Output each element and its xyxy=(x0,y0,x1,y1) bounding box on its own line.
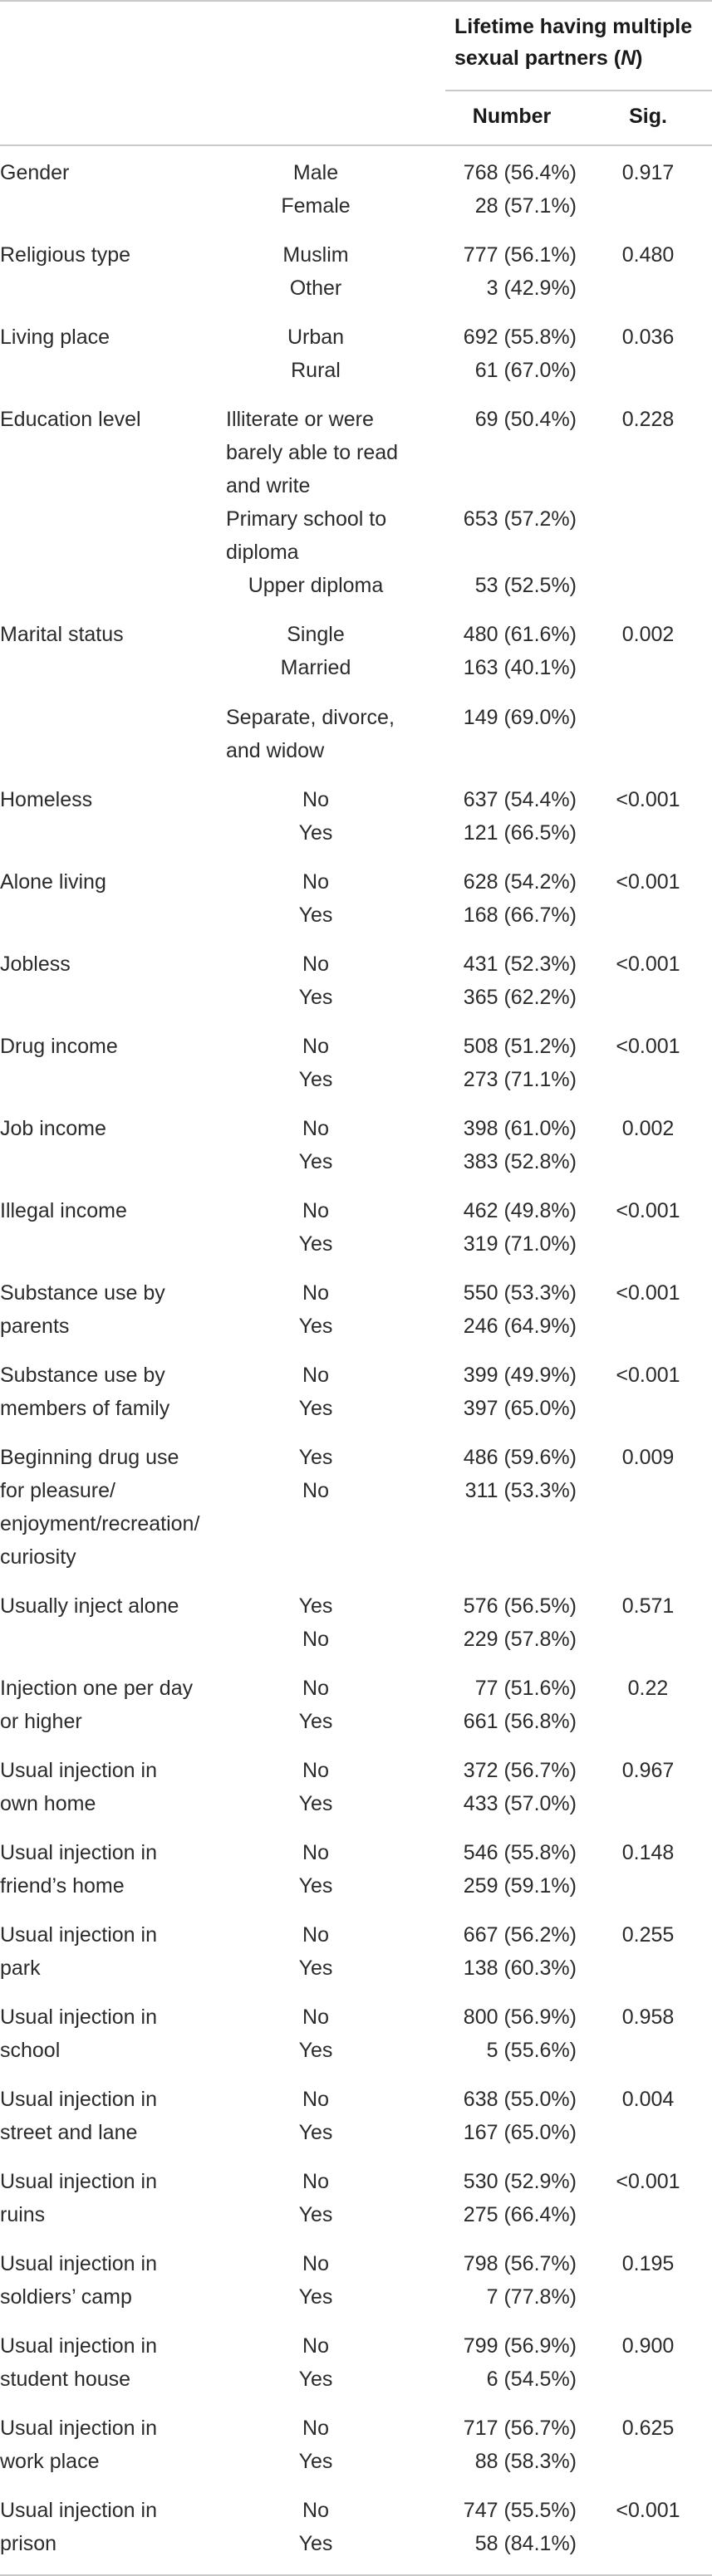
row-group-value: 383 (52.8%) xyxy=(463,1150,577,1173)
row-group-value: 399 (49.9%) xyxy=(463,1364,577,1387)
row-group-value: 717 (56.7%) xyxy=(463,2417,577,2440)
row-sig-value: <0.001 xyxy=(616,2499,680,2522)
row-group-value: 692 (55.8%) xyxy=(463,326,577,349)
row-group-label: Yes xyxy=(298,2450,333,2473)
row-group-value: 88 (58.3%) xyxy=(474,2450,577,2473)
row-group-value: 397 (65.0%) xyxy=(463,1397,577,1420)
row-group-label: Primary school to xyxy=(226,507,387,531)
row-variable-label: school xyxy=(0,2039,61,2062)
row-sig-value: 0.195 xyxy=(621,2252,675,2275)
row-sig-value: 0.148 xyxy=(621,1841,675,1864)
row-group-label: Yes xyxy=(298,2121,333,2144)
row-group-label: No xyxy=(302,870,329,894)
row-variable-label: Usual injection in xyxy=(0,2252,157,2275)
row-sig-value: 0.571 xyxy=(621,1594,675,1618)
row-variable-label: friend’s home xyxy=(0,1874,125,1898)
row-sig-value: 0.036 xyxy=(621,326,675,349)
row-group-value: 480 (61.6%) xyxy=(463,623,577,646)
row-sig-value: 0.967 xyxy=(621,1759,675,1782)
row-sig-value: 0.004 xyxy=(621,2088,675,2111)
row-group-label: No xyxy=(302,1199,329,1222)
row-group-value: 69 (50.4%) xyxy=(474,408,577,431)
row-group-label: Yes xyxy=(298,2285,333,2309)
row-group-label: Upper diploma xyxy=(248,574,384,597)
row-sig-value: <0.001 xyxy=(616,870,680,894)
row-group-value: 365 (62.2%) xyxy=(463,986,577,1009)
row-group-value: 7 (77.8%) xyxy=(486,2285,577,2309)
row-group-value: 121 (66.5%) xyxy=(463,821,577,845)
row-variable-label: members of family xyxy=(0,1397,170,1420)
row-group-value: 77 (51.6%) xyxy=(474,1677,577,1700)
row-variable-label: street and lane xyxy=(0,2121,138,2144)
row-group-value: 546 (55.8%) xyxy=(463,1841,577,1864)
row-group-label: No xyxy=(302,1364,329,1387)
row-group-label: Urban xyxy=(287,326,345,349)
row-group-label: Yes xyxy=(298,1874,333,1898)
row-group-label: Yes xyxy=(298,2368,333,2391)
column-header-number: Number xyxy=(472,105,552,128)
row-group-label: Male xyxy=(292,161,339,184)
row-sig-value: 0.958 xyxy=(621,2005,675,2029)
row-sig-value: 0.900 xyxy=(621,2334,675,2358)
row-group-value: 246 (64.9%) xyxy=(463,1315,577,1338)
row-sig-value: <0.001 xyxy=(616,1199,680,1222)
row-group-value: 3 (42.9%) xyxy=(486,277,577,300)
row-group-value: 138 (60.3%) xyxy=(463,1956,577,1980)
row-group-label: No xyxy=(302,953,329,976)
row-group-label: No xyxy=(302,2417,329,2440)
row-group-label: No xyxy=(302,1841,329,1864)
row-variable-label: for pleasure/ xyxy=(0,1479,115,1502)
row-group-label: Yes xyxy=(298,2532,333,2555)
row-group-label: No xyxy=(302,2005,329,2029)
row-variable-label: Gender xyxy=(0,161,70,184)
row-variable-label: Usually inject alone xyxy=(0,1594,179,1618)
row-sig-value: 0.009 xyxy=(621,1446,675,1469)
row-variable-label: Usual injection in xyxy=(0,2170,157,2193)
row-variable-label: Usual injection in xyxy=(0,2088,157,2111)
row-variable-label: Jobless xyxy=(0,953,71,976)
row-group-value: 508 (51.2%) xyxy=(463,1035,577,1058)
row-group-value: 431 (52.3%) xyxy=(463,953,577,976)
row-group-label: Yes xyxy=(298,1446,333,1469)
row-group-label: Yes xyxy=(298,1232,333,1256)
row-group-value: 167 (65.0%) xyxy=(463,2121,577,2144)
row-variable-label: Usual injection in xyxy=(0,1759,157,1782)
row-group-label: No xyxy=(302,1759,329,1782)
row-group-value: 6 (54.5%) xyxy=(486,2368,577,2391)
row-group-label: Illiterate or were xyxy=(226,408,374,431)
row-sig-value: 0.228 xyxy=(621,408,675,431)
row-group-label: Yes xyxy=(298,1710,333,1733)
row-variable-label: soldiers’ camp xyxy=(0,2285,132,2309)
row-group-label: Muslim xyxy=(282,243,349,267)
row-group-label: Yes xyxy=(298,1150,333,1173)
column-header-sig: Sig. xyxy=(629,105,667,128)
row-group-value: 653 (57.2%) xyxy=(463,507,577,531)
column-group-title-line1: Lifetime having multiple xyxy=(454,15,693,38)
row-sig-value: 0.917 xyxy=(621,161,675,184)
row-variable-label: park xyxy=(0,1956,41,1980)
table-top-rule xyxy=(0,0,712,2)
row-group-label: No xyxy=(302,1677,329,1700)
row-group-value: 768 (56.4%) xyxy=(463,161,577,184)
row-group-label: Yes xyxy=(298,821,333,845)
row-group-value: 319 (71.0%) xyxy=(463,1232,577,1256)
row-group-value: 800 (56.9%) xyxy=(463,2005,577,2029)
row-variable-label: ruins xyxy=(0,2203,46,2226)
row-sig-value: <0.001 xyxy=(616,1281,680,1305)
row-group-value: 28 (57.1%) xyxy=(474,194,577,218)
row-group-label: Other xyxy=(289,277,342,300)
column-group-title xyxy=(454,10,692,43)
row-variable-label: Alone living xyxy=(0,870,106,894)
row-group-label: No xyxy=(302,1117,329,1140)
row-group-label: No xyxy=(302,1628,329,1651)
row-group-value: 168 (66.7%) xyxy=(463,904,577,927)
row-variable-label: Substance use by xyxy=(0,1281,165,1305)
row-variable-label: Religious type xyxy=(0,243,131,267)
row-sig-value: <0.001 xyxy=(616,788,680,811)
row-variable-label: enjoyment/recreation/ xyxy=(0,1512,200,1535)
row-group-value: 273 (71.1%) xyxy=(463,1068,577,1091)
row-group-label: No xyxy=(302,1281,329,1305)
row-group-label: No xyxy=(302,2088,329,2111)
row-sig-value: 0.002 xyxy=(621,1117,675,1140)
row-group-value: 275 (66.4%) xyxy=(463,2203,577,2226)
row-sig-value: <0.001 xyxy=(616,1035,680,1058)
row-variable-label: Usual injection in xyxy=(0,2334,157,2358)
row-variable-label: own home xyxy=(0,1792,96,1815)
row-group-value: 149 (69.0%) xyxy=(463,706,577,729)
row-sig-value: <0.001 xyxy=(616,2170,680,2193)
row-group-label: Female xyxy=(281,194,351,218)
row-group-value: 5 (55.6%) xyxy=(486,2039,577,2062)
row-group-value: 372 (56.7%) xyxy=(463,1759,577,1782)
row-group-value: 398 (61.0%) xyxy=(463,1117,577,1140)
row-group-label: No xyxy=(302,788,329,811)
row-group-label: No xyxy=(302,1923,329,1947)
row-group-value: 667 (56.2%) xyxy=(463,1923,577,1947)
row-variable-label: work place xyxy=(0,2450,100,2473)
row-group-label: No xyxy=(302,2499,329,2522)
row-group-label: Yes xyxy=(298,1594,333,1618)
row-sig-value: 0.625 xyxy=(621,2417,675,2440)
row-sig-value: <0.001 xyxy=(616,953,680,976)
column-group-title-second-line: sexual partners (N) xyxy=(454,47,643,70)
row-group-label: Yes xyxy=(298,1792,333,1815)
header-bottom-rule xyxy=(0,144,712,146)
row-group-label: Yes xyxy=(298,1315,333,1338)
row-variable-label: Usual injection in xyxy=(0,2005,157,2029)
row-group-label: Separate, divorce, xyxy=(226,706,395,729)
row-group-value: 550 (53.3%) xyxy=(463,1281,577,1305)
row-variable-label: curiosity xyxy=(0,1545,76,1569)
row-group-value: 486 (59.6%) xyxy=(463,1446,577,1469)
row-variable-label: Drug income xyxy=(0,1035,118,1058)
row-variable-label: parents xyxy=(0,1315,70,1338)
row-group-label: Yes xyxy=(298,1068,333,1091)
row-sig-value: 0.22 xyxy=(627,1677,669,1700)
row-group-label: No xyxy=(302,1035,329,1058)
row-group-value: 747 (55.5%) xyxy=(463,2499,577,2522)
row-group-value: 61 (67.0%) xyxy=(474,359,577,382)
row-variable-label: Illegal income xyxy=(0,1199,127,1222)
row-group-label: Yes xyxy=(298,2203,333,2226)
row-variable-label: Education level xyxy=(0,408,141,431)
row-group-label: Yes xyxy=(298,986,333,1009)
row-variable-label: Living place xyxy=(0,326,110,349)
row-group-value: 661 (56.8%) xyxy=(463,1710,577,1733)
row-group-label: Married xyxy=(280,656,351,679)
row-sig-value: 0.255 xyxy=(621,1923,675,1947)
row-variable-label: Usual injection in xyxy=(0,2499,157,2522)
row-variable-label: Beginning drug use xyxy=(0,1446,179,1469)
row-group-value: 462 (49.8%) xyxy=(463,1199,577,1222)
row-group-value: 53 (52.5%) xyxy=(474,574,577,597)
row-group-value: 433 (57.0%) xyxy=(463,1792,577,1815)
row-group-label: No xyxy=(302,2170,329,2193)
row-variable-label: student house xyxy=(0,2368,131,2391)
row-group-value: 163 (40.1%) xyxy=(463,656,577,679)
row-group-value: 58 (84.1%) xyxy=(474,2532,577,2555)
row-group-label: Yes xyxy=(298,1956,333,1980)
row-variable-label: Usual injection in xyxy=(0,1841,157,1864)
row-variable-label: or higher xyxy=(0,1710,82,1733)
row-group-value: 576 (56.5%) xyxy=(463,1594,577,1618)
row-group-label: No xyxy=(302,2334,329,2358)
row-group-value: 637 (54.4%) xyxy=(463,788,577,811)
row-group-label: Rural xyxy=(291,359,341,382)
row-group-label: Yes xyxy=(298,1397,333,1420)
row-group-label: and write xyxy=(226,474,311,497)
row-group-label: and widow xyxy=(226,739,325,762)
row-variable-label: prison xyxy=(0,2532,57,2555)
row-group-label: Yes xyxy=(298,2039,333,2062)
row-group-label: diploma xyxy=(226,541,299,564)
row-group-value: 798 (56.7%) xyxy=(463,2252,577,2275)
row-group-label: No xyxy=(302,1479,329,1502)
row-group-label: Yes xyxy=(298,904,333,927)
row-sig-value: 0.002 xyxy=(621,623,675,646)
row-variable-label: Marital status xyxy=(0,623,124,646)
row-variable-label: Substance use by xyxy=(0,1364,165,1387)
row-group-value: 777 (56.1%) xyxy=(463,243,577,267)
row-group-value: 530 (52.9%) xyxy=(463,2170,577,2193)
row-variable-label: Job income xyxy=(0,1117,106,1140)
column-group-rule xyxy=(445,90,712,91)
row-group-label: No xyxy=(302,2252,329,2275)
row-group-value: 799 (56.9%) xyxy=(463,2334,577,2358)
row-sig-value: <0.001 xyxy=(616,1364,680,1387)
row-sig-value: 0.480 xyxy=(621,243,675,267)
row-group-label: barely able to read xyxy=(226,441,399,464)
row-variable-label: Injection one per day xyxy=(0,1677,194,1700)
row-variable-label: Homeless xyxy=(0,788,93,811)
row-group-value: 638 (55.0%) xyxy=(463,2088,577,2111)
row-group-value: 628 (54.2%) xyxy=(463,870,577,894)
row-group-value: 229 (57.8%) xyxy=(463,1628,577,1651)
row-group-value: 311 (53.3%) xyxy=(464,1479,577,1502)
row-group-value: 259 (59.1%) xyxy=(463,1874,577,1898)
row-group-label: Single xyxy=(287,623,345,646)
row-variable-label: Usual injection in xyxy=(0,1923,157,1947)
row-variable-label: Usual injection in xyxy=(0,2417,157,2440)
